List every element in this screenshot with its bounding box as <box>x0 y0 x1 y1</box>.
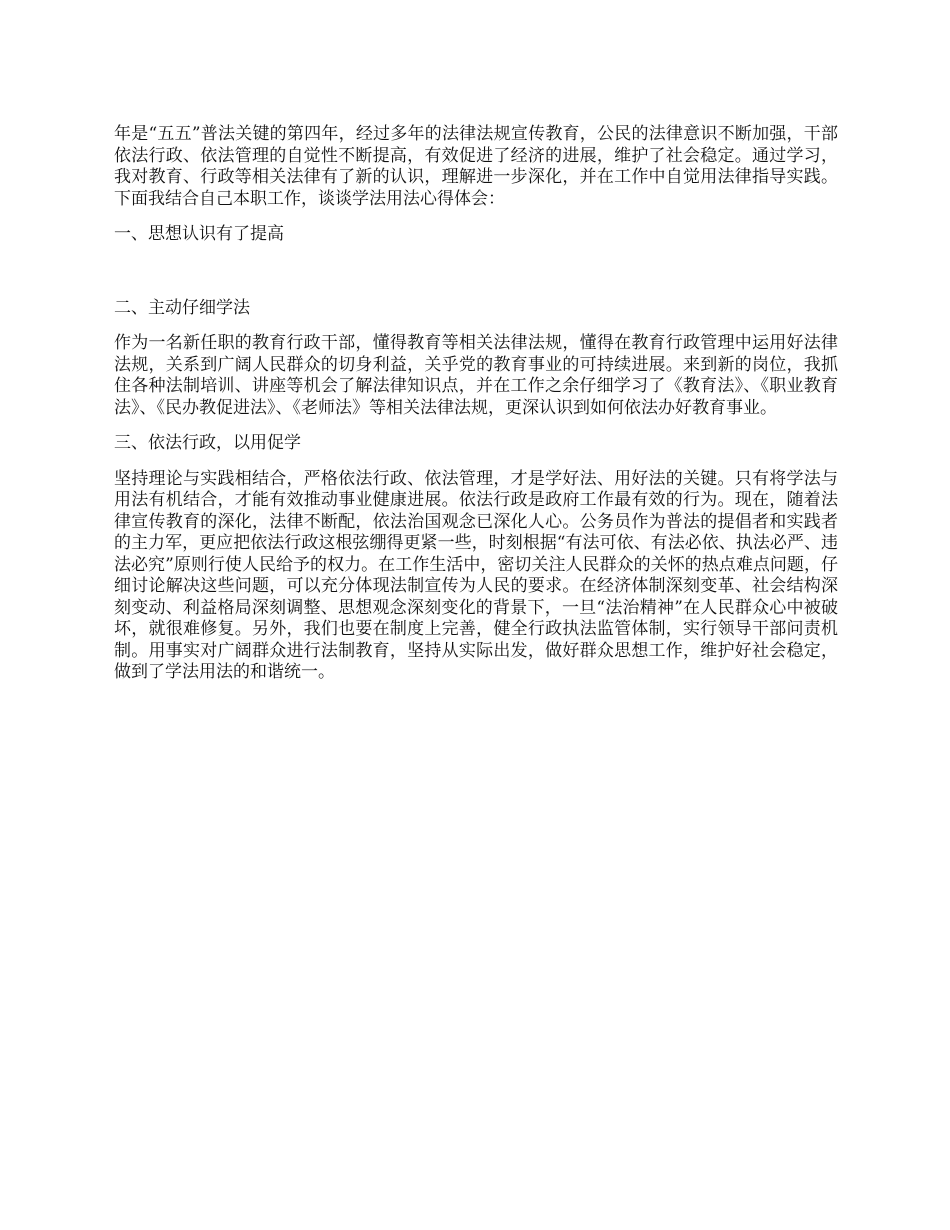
document-page <box>114 124 838 698</box>
section-1-heading: 一、思想认识有了提高 <box>114 224 284 244</box>
section-2-heading: 二、主动仔细学法 <box>114 297 250 318</box>
section-1-empty-space <box>114 260 838 298</box>
section-3-heading: 三、依法行政，以用促学 <box>114 433 301 453</box>
intro-paragraph: 年是“五五”普法关键的第四年，经过多年的法律法规宣传教育，公民的法律意识不断加强，干部依法行政、依法管理的自觉性不断提高，有效促进了经济的进展，维护了社会稳定。通过学习，我对教育、行政等相关法律有了新的认识，理解进一步深化，并在工作中自觉用法律指导实践。下面我结合自己本职工作，谈谈学法用法心得体会： <box>114 124 838 209</box>
section-2-paragraph: 作为一名新任职的教育行政干部，懂得教育等相关法律法规，懂得在教育行政管理中运用好法律法规，关系到广阔人民群众的切身利益，关乎党的教育事业的可持续进展。来到新的岗位，我抓住各种法制培训、讲座等机会了解法律知识点，并在工作之余仔细学习了《教育法》、《职业教育法》、《民办教促进法》、《老师法》等相关法律法规，更深认识到如何依法办好教育事业。 <box>114 333 838 418</box>
section-3-paragraph: 坚持理论与实践相结合，严格依法行政、依法管理，才是学好法、用好法的关键。只有将学法与用法有机结合，才能有效推动事业健康进展。依法行政是政府工作最有效的行为。现在，随着法律宣传教育的深化，法律不断配，依法治国观念已深化人心。公务员作为普法的提倡者和实践者的主力军，更应把依法行政这根弦绷得更紧一些，时刻根据“有法可依、有法必依、执法必严、违法必究”原则行使人民给予的权力。在工作生活中，密切关注人民群众的关怀的热点难点问题，仔细讨论解决这些问题，可以充分体现法制宣传为人民的要求。在经济体制深刻变革、社会结构深刻变动、利益格局深刻调整、思想观念深刻变化的背景下，一旦“法治精神”在人民群众心中被破坏，就很难修复。另外，我们也要在制度上完善，健全行政执法监管体制，实行领导干部问责机制。用事实对广阔群众进行法制教育，坚持从实际出发，做好群众思想工作，维护好社会稳定，做到了学法用法的和谐统一。 <box>114 468 838 682</box>
